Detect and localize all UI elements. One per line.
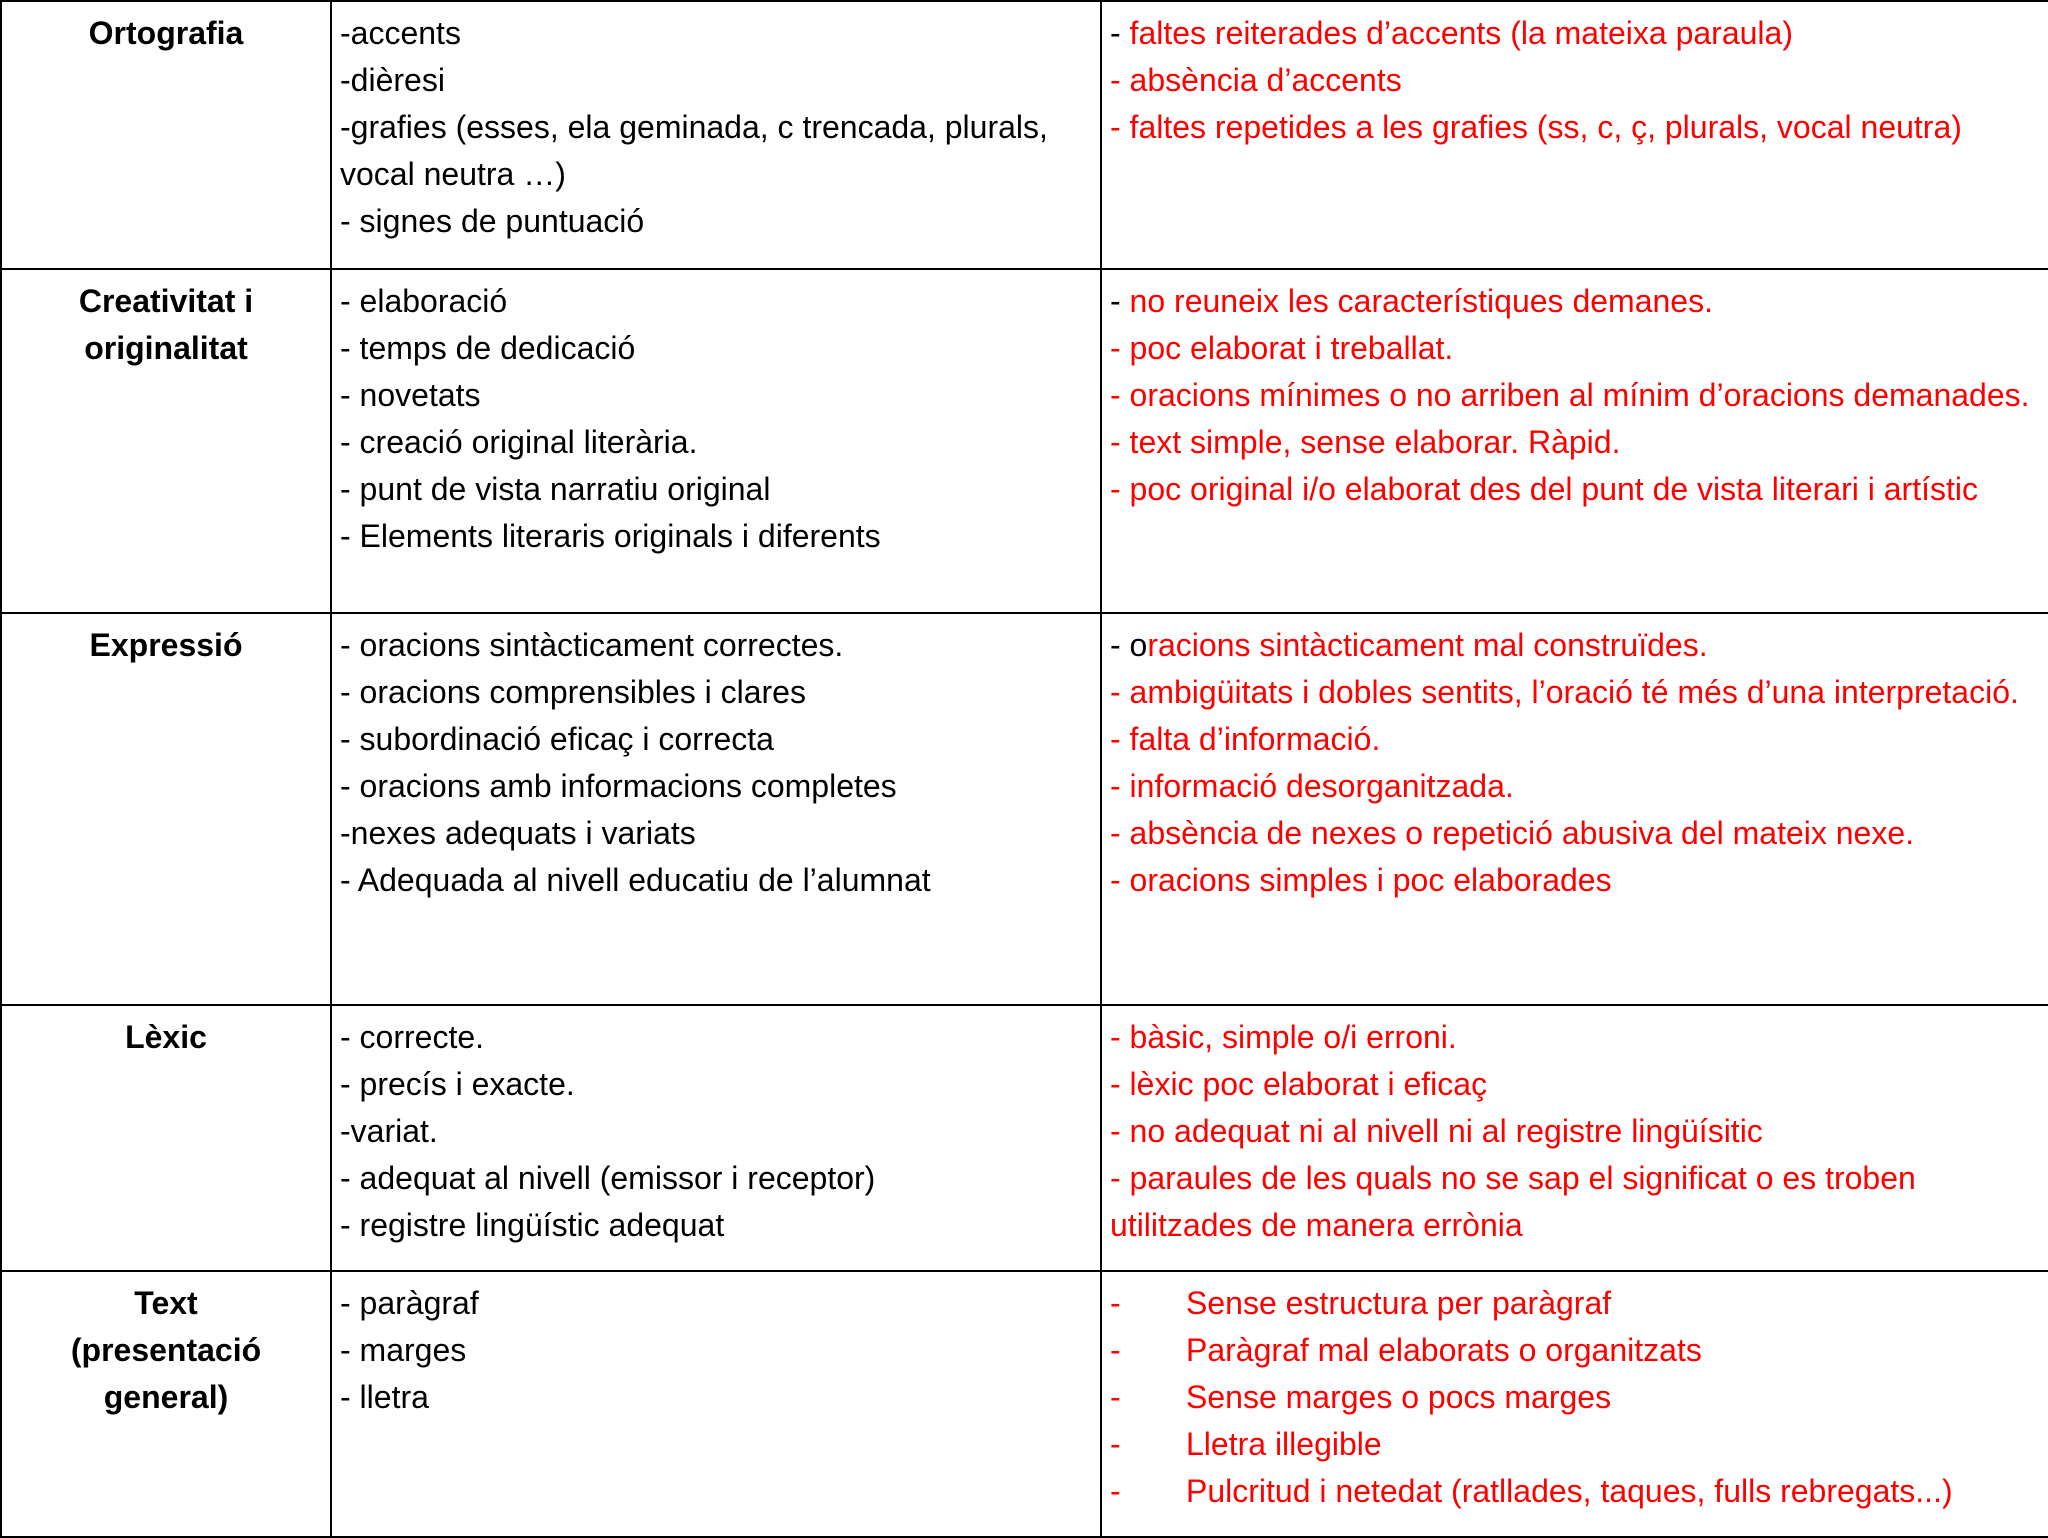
error-item: no reuneix les característiques demanes. <box>1129 283 1713 319</box>
error-prefix: - <box>1110 15 1130 51</box>
error-item: - no adequat ni al nivell ni al registre lingüísitic <box>1110 1113 1763 1149</box>
list-marker: - <box>1110 1426 1121 1462</box>
error-item: Pulcritud i netedat (ratllades, taques, fulls rebregats...) <box>1186 1473 1953 1509</box>
error-item: - absència d’accents <box>1110 62 1402 98</box>
criteria-item: - creació original literària. <box>340 424 698 460</box>
criteria-item: -accents <box>340 15 461 51</box>
criteria-cell <box>331 1005 1101 1271</box>
category-label: Ortografia <box>88 15 244 51</box>
category-label: Text <box>134 1285 198 1321</box>
list-marker: - <box>1110 1332 1121 1368</box>
category-cell <box>1 1 331 269</box>
errors-cell <box>1101 613 2048 1005</box>
list-marker: - <box>1110 1285 1121 1321</box>
criteria-item: - subordinació eficaç i correcta <box>340 721 774 757</box>
error-item: - poc original i/o elaborat des del punt de vista literari i artístic <box>1110 471 1978 507</box>
error-item: - text simple, sense elaborar. Ràpid. <box>1110 424 1621 460</box>
criteria-item: -variat. <box>340 1113 438 1149</box>
criteria-item: - Adequada al nivell educatiu de l’alumnat <box>340 862 931 898</box>
rubric-row-lexic <box>1 1005 2048 1271</box>
error-item: - informació desorganitzada. <box>1110 768 1514 804</box>
category-label: general) <box>103 1379 229 1415</box>
error-item: Lletra illegible <box>1186 1426 1382 1462</box>
rubric-row-ortografia <box>1 1 2048 269</box>
error-item: racions sintàcticament mal construïdes. <box>1147 627 1708 663</box>
errors-cell <box>1101 1 2048 269</box>
criteria-item: - correcte. <box>340 1019 485 1055</box>
criteria-item: -grafies (esses, ela geminada, c trencada, plurals, vocal neutra …) <box>340 109 1048 192</box>
criteria-item: - novetats <box>340 377 481 413</box>
error-item: Sense marges o pocs marges <box>1186 1379 1612 1415</box>
category-label: Expressió <box>89 627 243 663</box>
error-item: - oracions simples i poc elaborades <box>1110 862 1612 898</box>
criteria-item: - oracions sintàcticament correctes. <box>340 627 844 663</box>
error-item: - ambigüitats i dobles sentits, l’oració té més d’una interpretació. <box>1110 674 2019 710</box>
criteria-cell <box>331 1 1101 269</box>
error-item: Sense estructura per paràgraf <box>1186 1285 1612 1321</box>
category-label: Lèxic <box>125 1019 207 1055</box>
error-item: - oracions mínimes o no arriben al mínim d’oracions demanades. <box>1110 377 2030 413</box>
error-item: - absència de nexes o repetició abusiva del mateix nexe. <box>1110 815 1915 851</box>
criteria-item: - registre lingüístic adequat <box>340 1207 725 1243</box>
criteria-item: - Elements literaris originals i diferents <box>340 518 881 554</box>
criteria-item: - punt de vista narratiu original <box>340 471 771 507</box>
rubric-row-text <box>1 1271 2048 1537</box>
category-label: Creativitat i <box>78 283 254 319</box>
criteria-item: - signes de puntuació <box>340 203 645 239</box>
errors-cell <box>1101 269 2048 613</box>
category-cell <box>1 269 331 613</box>
criteria-item: - adequat al nivell (emissor i receptor) <box>340 1160 876 1196</box>
error-item: - falta d’informació. <box>1110 721 1381 757</box>
criteria-item: - marges <box>340 1332 467 1368</box>
criteria-item: - oracions comprensibles i clares <box>340 674 806 710</box>
error-item: Paràgraf mal elaborats o organitzats <box>1186 1332 1702 1368</box>
category-cell <box>1 1005 331 1271</box>
criteria-item: -dièresi <box>340 62 445 98</box>
list-marker: - <box>1110 1379 1121 1415</box>
list-marker: - <box>1110 1473 1121 1509</box>
error-item: - poc elaborat i treballat. <box>1110 330 1454 366</box>
error-item: faltes reiterades d’accents (la mateixa paraula) <box>1129 15 1793 51</box>
criteria-item: - precís i exacte. <box>340 1066 575 1102</box>
criteria-item: - temps de dedicació <box>340 330 636 366</box>
criteria-item: -nexes adequats i variats <box>340 815 696 851</box>
error-item: - faltes repetides a les grafies (ss, c, ç, plurals, vocal neutra) <box>1110 109 1962 145</box>
rubric-row-expressio <box>1 613 2048 1005</box>
errors-cell <box>1101 1271 2048 1537</box>
criteria-cell <box>331 1271 1101 1537</box>
criteria-item: - oracions amb informacions completes <box>340 768 897 804</box>
category-label: originalitat <box>84 330 248 366</box>
category-cell <box>1 1271 331 1537</box>
error-item: - lèxic poc elaborat i eficaç <box>1110 1066 1488 1102</box>
error-item: - bàsic, simple o/i erroni. <box>1110 1019 1457 1055</box>
error-prefix: - <box>1110 283 1130 319</box>
category-label: (presentació <box>70 1332 262 1368</box>
rubric-row-creativitat <box>1 269 2048 613</box>
errors-cell <box>1101 1005 2048 1271</box>
criteria-cell <box>331 269 1101 613</box>
criteria-item: - lletra <box>340 1379 429 1415</box>
criteria-cell <box>331 613 1101 1005</box>
criteria-item: - elaboració <box>340 283 508 319</box>
error-prefix: - o <box>1110 627 1148 663</box>
error-item: - paraules de les quals no se sap el significat o es troben utilitzades de manera errònia <box>1110 1160 1916 1243</box>
criteria-item: - paràgraf <box>340 1285 479 1321</box>
category-cell <box>1 613 331 1005</box>
